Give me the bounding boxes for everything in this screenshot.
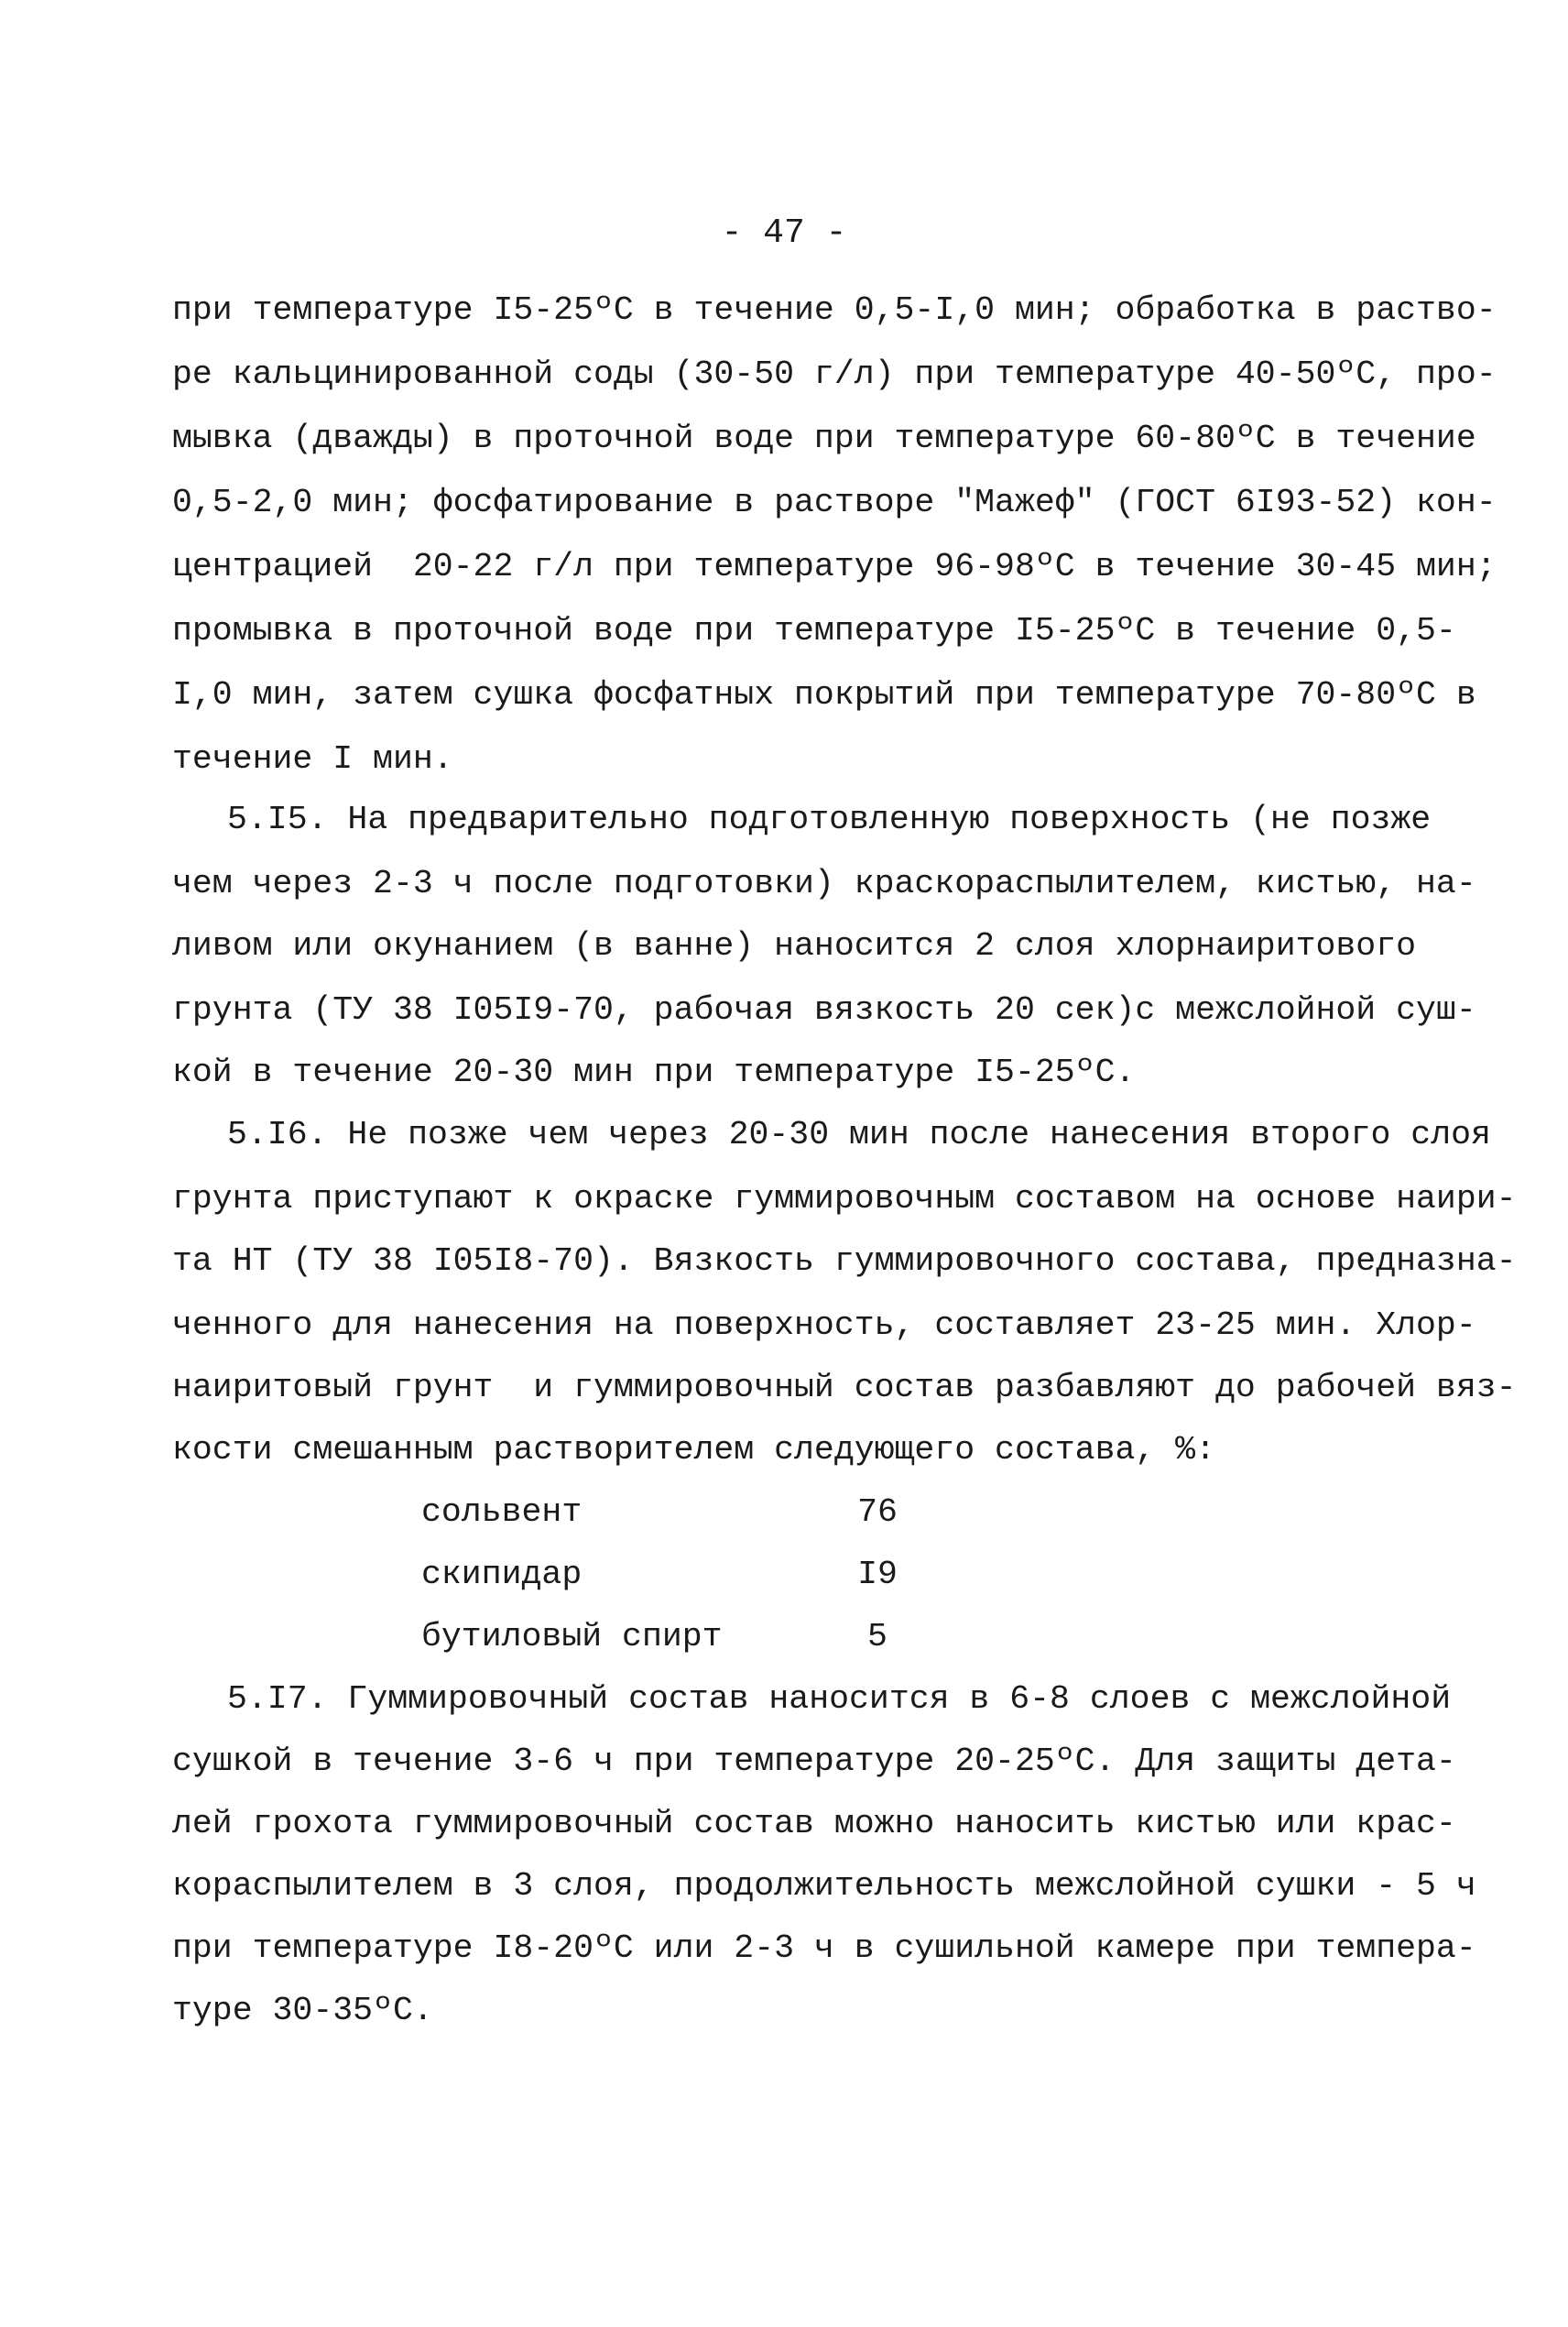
solvent-value: 76 [857, 1493, 898, 1531]
text-line: лей грохота гуммировочный состав можно наносить кистью или крас- [172, 1805, 1456, 1842]
text-line: та НТ (ТУ 38 I05I8-70). Вязкость гуммировочного состава, предназна- [172, 1242, 1517, 1280]
text-line: наиритовый грунт и гуммировочный состав разбавляют до рабочей вяз- [172, 1369, 1517, 1406]
text-line: ре кальцинированной соды (30-50 г/л) при температуре 40-50ºС, про- [172, 355, 1497, 393]
text-line: 5.I7. Гуммировочный состав наносится в 6-8 слоев с межслойной [227, 1680, 1452, 1718]
solvent-name: бутиловый спирт [421, 1618, 723, 1655]
text-line: промывка в проточной воде при температуре I5-25ºС в течение 0,5- [172, 612, 1456, 650]
text-line: 0,5-2,0 мин; фосфатирование в растворе "Мажеф" (ГОСТ 6I93-52) кон- [172, 484, 1497, 521]
text-line: при температуре I8-20ºС или 2-3 ч в сушильной камере при темпера- [172, 1929, 1476, 1967]
text-line: туре 30-35ºС. [172, 1992, 433, 2029]
text-line: течение I мин. [172, 740, 453, 778]
solvent-value: 5 [867, 1618, 887, 1655]
text-line: грунта (ТУ 38 I05I9-70, рабочая вязкость 20 сек)с межслойной суш- [172, 991, 1476, 1029]
text-line: 5.I5. На предварительно подготовленную поверхность (не позже [227, 801, 1432, 838]
solvent-value: I9 [857, 1556, 898, 1593]
text-line: сушкой в течение 3-6 ч при температуре 20-25ºС. Для защиты дета- [172, 1743, 1456, 1780]
text-line: кости смешанным растворителем следующего состава, %: [172, 1431, 1215, 1469]
text-line: ченного для нанесения на поверхность, составляет 23-25 мин. Хлор- [172, 1306, 1476, 1344]
text-line: центрацией 20-22 г/л при температуре 96-98ºС в течение 30-45 мин; [172, 548, 1497, 585]
text-line: 5.I6. Не позже чем через 20-30 мин после нанесения второго слоя [227, 1116, 1491, 1153]
solvent-name: скипидар [421, 1556, 583, 1593]
text-line: грунта приступают к окраске гуммировочным составом на основе наири- [172, 1180, 1517, 1218]
text-line: чем через 2-3 ч после подготовки) краскораспылителем, кистью, на- [172, 865, 1476, 902]
text-line: I,0 мин, затем сушка фосфатных покрытий при температуре 70-80ºС в [172, 676, 1476, 714]
text-line: ливом или окунанием (в ванне) наносится 2 слоя хлорнаиритового [172, 927, 1417, 965]
solvent-name: сольвент [421, 1493, 583, 1531]
text-line: кораспылителем в 3 слоя, продолжительность межслойной сушки - 5 ч [172, 1867, 1476, 1905]
page-number: - 47 - [721, 213, 847, 253]
text-line: при температуре I5-25ºС в течение 0,5-I,0 мин; обработка в раство- [172, 291, 1497, 329]
text-line: кой в течение 20-30 мин при температуре I5-25ºС. [172, 1054, 1136, 1091]
text-line: мывка (дважды) в проточной воде при температуре 60-80ºС в течение [172, 420, 1476, 457]
